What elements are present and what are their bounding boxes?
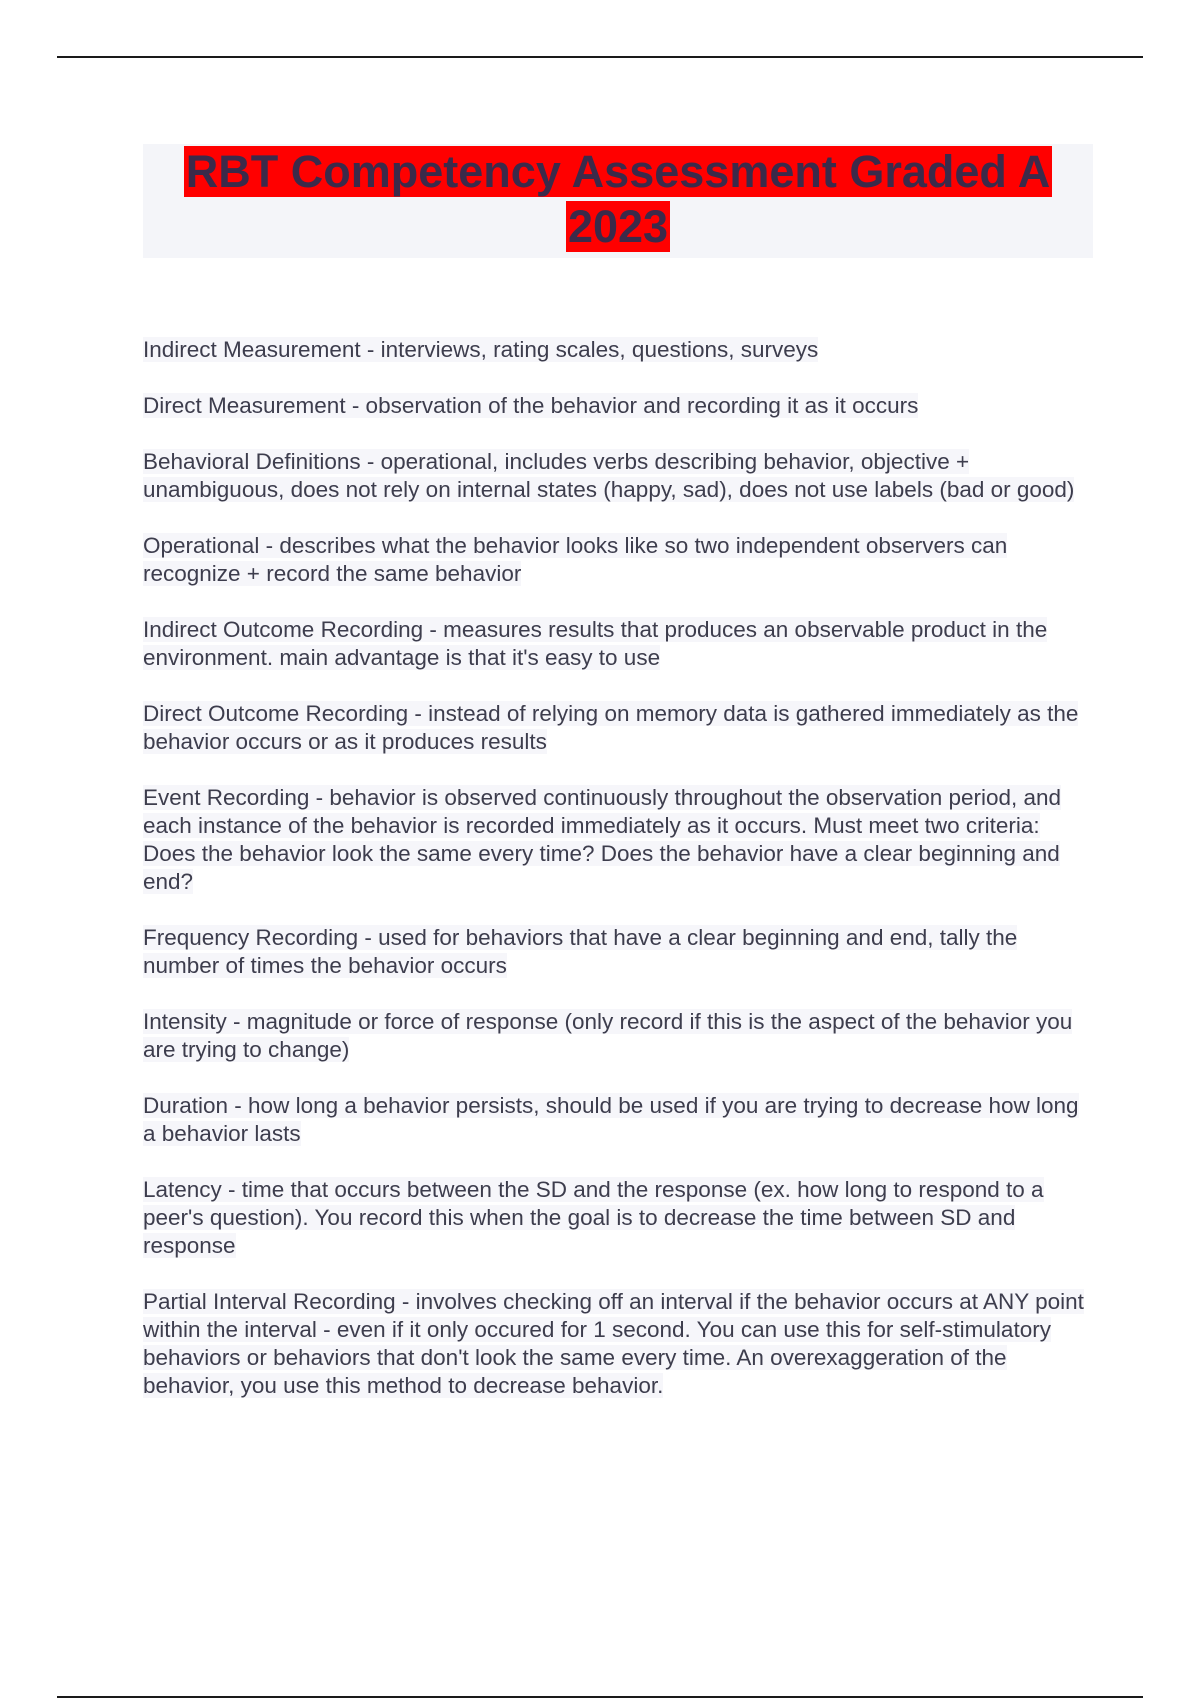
- definition-item: Duration - how long a behavior persists, should be used if you are trying to decrease how long a behavior lasts: [143, 1093, 1079, 1146]
- document-title: [143, 144, 1093, 254]
- definition-list: [143, 336, 1088, 1428]
- definition-item: Direct Measurement - observation of the behavior and recording it as it occurs: [143, 393, 919, 418]
- title-block: [143, 144, 1093, 258]
- definition-item: Indirect Outcome Recording - measures results that produces an observable product in the environment. main advantage is that it's easy to use: [143, 617, 1048, 670]
- definition-item: Intensity - magnitude or force of response (only record if this is the aspect of the behavior you are trying to change): [143, 1009, 1073, 1062]
- definition-item: Operational - describes what the behavior looks like so two independent observers can recognize + record the same behavior: [143, 533, 1008, 586]
- definition-item: Frequency Recording - used for behaviors that have a clear beginning and end, tally the number of times the behavior occurs: [143, 925, 1018, 978]
- document-title-text: RBT Competency Assessment Graded A 2023: [185, 146, 1051, 252]
- definition-item: Latency - time that occurs between the SD and the response (ex. how long to respond to a peer's question). You record this when the goal is to decrease the time between SD and response: [143, 1177, 1044, 1258]
- definition-item: Indirect Measurement - interviews, rating scales, questions, surveys: [143, 337, 819, 362]
- definition-item: Behavioral Definitions - operational, includes verbs describing behavior, objective + unambiguous, does not rely on internal states (happy, sad), does not use labels (bad or good): [143, 449, 1075, 502]
- definition-item: Direct Outcome Recording - instead of relying on memory data is gathered immediately as the behavior occurs or as it produces results: [143, 701, 1079, 754]
- bottom-rule: [57, 1696, 1143, 1698]
- definition-item: Event Recording - behavior is observed continuously throughout the observation period, and each instance of the behavior is recorded immediately as it occurs. Must meet two criteria: Does the behavior look the same every time? Does the behavior have a clear beginning and end?: [143, 785, 1062, 894]
- top-rule: [57, 56, 1143, 58]
- definition-item: Partial Interval Recording - involves checking off an interval if the behavior occurs at ANY point within the interval - even if it only occured for 1 second. You can use this for self-stimulatory behaviors or behaviors that don't look the same every time. An overexaggeration of the behavior, you use this method to decrease behavior.: [143, 1289, 1084, 1398]
